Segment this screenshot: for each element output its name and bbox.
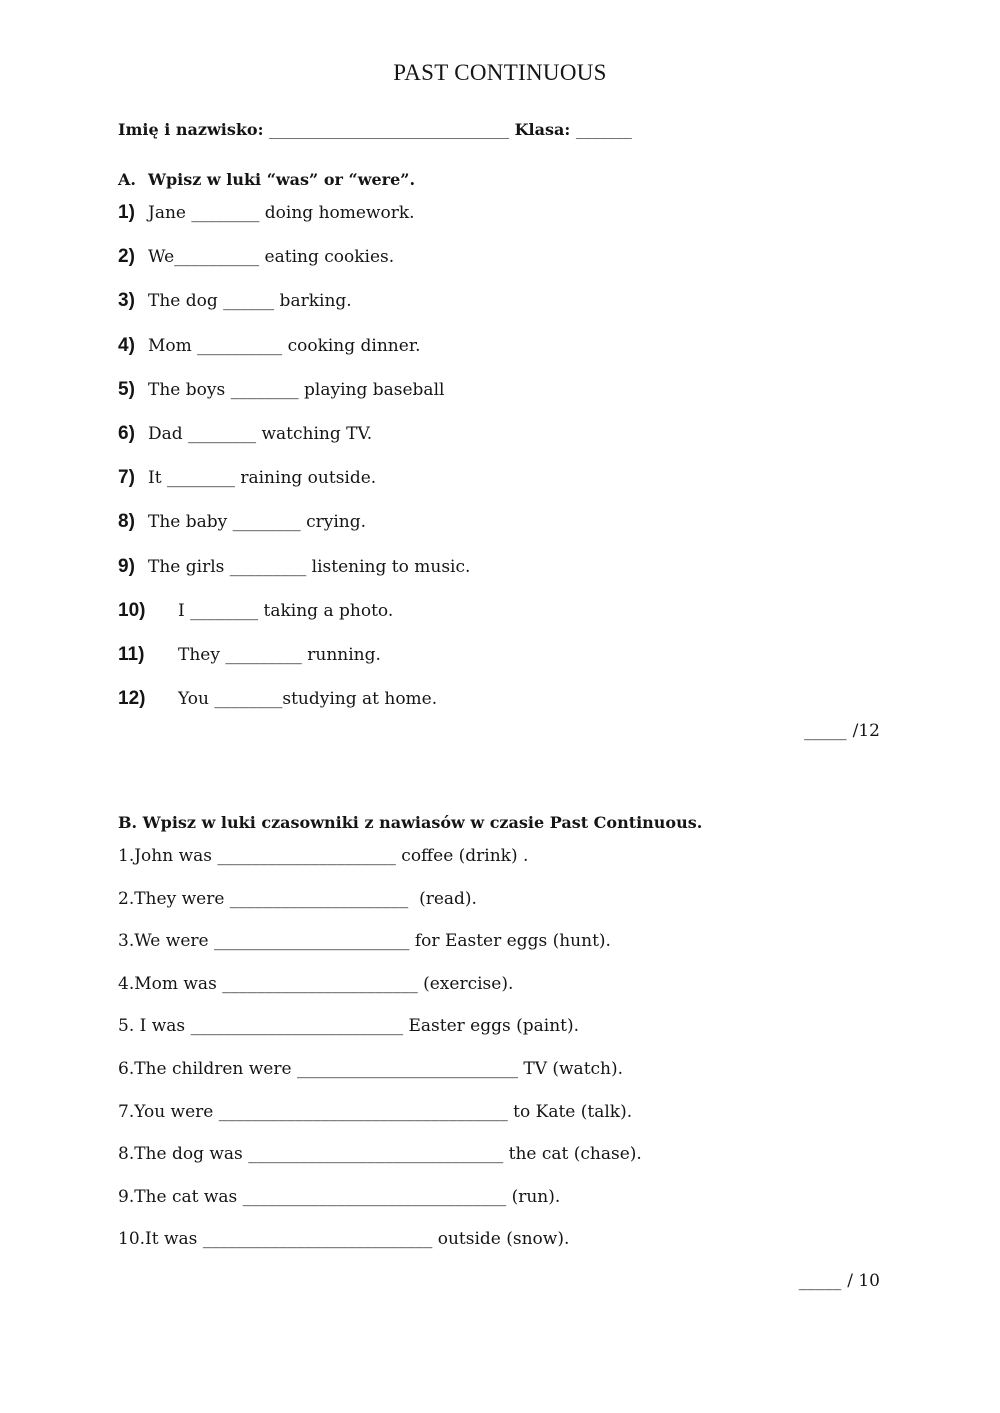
item-text-before: They [178,644,226,665]
item-number: 8) [118,511,135,533]
item-text-after: studying at home. [282,689,438,710]
exercise-a-item [118,333,470,377]
item-number: 9) [118,555,135,577]
worksheet-title: PAST CONTINUOUS [393,60,607,85]
item-number: 7) [118,467,135,489]
item-text-before: 3.We were [118,931,214,952]
item-text-after: listening to music. [306,556,471,577]
item-text-before: 4.Mom was [118,973,223,994]
exercise-b-item [118,1226,642,1269]
item-text-before: 8.The dog was [118,1144,249,1165]
section-b-score [799,1268,880,1294]
score-total: / 10 [847,1271,880,1291]
item-text-after: eating cookies. [259,247,395,268]
answer-blank[interactable]: ___________________________ [202,1229,433,1250]
item-text-after: Easter eggs (paint). [403,1016,580,1037]
class-label: Klasa: [509,120,576,139]
item-text-before: The dog [148,291,224,312]
section-a-heading [118,168,415,192]
section-a-letter: A. [118,170,136,189]
item-text-before: I [178,600,191,621]
exercise-a-item [118,421,470,465]
name-label: Imię i nazwisko: [118,120,270,139]
answer-blank[interactable]: __________ [174,247,260,268]
item-text-before: It [148,468,167,489]
answer-blank[interactable]: _______________________________ [242,1186,507,1207]
exercise-b-item [118,971,642,1014]
exercise-b-item [118,1184,642,1227]
item-text-before: The boys [148,379,231,400]
exercise-a-item [118,244,470,288]
item-text-before: The baby [148,512,233,533]
answer-blank[interactable]: ________ [232,512,301,533]
item-text-after: the cat (chase). [503,1144,642,1165]
answer-blank[interactable]: ________ [190,600,259,621]
item-text-before: 2.They were [118,888,230,909]
item-text-after: outside (snow). [432,1229,570,1250]
item-text-after: for Easter eggs (hunt). [409,931,611,952]
answer-blank[interactable]: _________ [225,644,302,665]
exercise-b-item [118,1099,642,1142]
item-text-before: You [178,689,215,710]
item-text-after: playing baseball [298,379,445,400]
item-text-before: The girls [148,556,230,577]
answer-blank[interactable]: _____________________ [217,846,396,866]
class-blank[interactable]: _______ [575,120,632,139]
section-b-list [118,843,642,1269]
item-text-after: doing homework. [259,203,415,223]
item-text-before: 10.It was [118,1229,203,1250]
exercise-b-item [118,1013,642,1056]
item-number: 11) [118,643,145,665]
answer-blank[interactable]: ________ [214,689,283,710]
exercise-a-item [118,598,470,642]
item-number: 3) [118,290,135,312]
exercise-a-item [118,686,470,730]
score-blank[interactable]: _____ [798,1271,842,1291]
name-blank[interactable]: ______________________________ [269,120,510,139]
item-text-after: raining outside. [234,468,377,489]
item-text-after: cooking dinner. [282,335,421,356]
item-text-before: Dad [148,423,189,444]
item-number: 5) [118,378,135,400]
item-number: 4) [118,334,135,356]
item-text-after: barking. [274,291,352,312]
answer-blank[interactable]: ______ [223,291,275,312]
exercise-a-item [118,288,470,332]
exercise-b-item [118,1056,642,1099]
item-number: 6) [118,422,135,444]
item-number: 10) [118,599,146,621]
section-a-score [804,718,880,744]
answer-blank[interactable]: _____________________ [229,888,409,909]
answer-blank[interactable]: __________________________ [296,1058,518,1079]
exercise-b-item [118,886,642,929]
item-text-before: 9.The cat was [118,1186,243,1207]
item-text-after: (read). [408,888,477,909]
section-a-list [118,200,470,730]
answer-blank[interactable]: _______________________ [222,973,418,994]
item-text-after: running. [301,644,381,665]
section-b-instruction: B. Wpisz w luki czasowniki z nawiasów w czasie Past Continuous. [118,813,703,832]
exercise-a-item [118,642,470,686]
item-number: 12) [118,688,146,710]
item-text-after: TV (watch). [517,1058,624,1079]
exercise-a-item [118,200,470,244]
exercise-b-item [118,1141,642,1184]
answer-blank[interactable]: _________ [229,556,307,577]
answer-blank[interactable]: ________ [230,379,299,400]
answer-blank[interactable]: __________________________________ [218,1101,508,1122]
answer-blank[interactable]: __________ [197,335,283,356]
answer-blank[interactable]: _______________________ [213,931,410,952]
item-text-after: (exercise). [417,973,514,994]
student-info-row [118,118,632,142]
item-text-after: watching TV. [256,423,373,444]
item-text-after: taking a photo. [258,600,394,621]
exercise-a-item [118,509,470,553]
score-total: /12 [852,721,880,741]
item-text-before: Jane [148,203,192,223]
section-a-instruction: Wpisz w luki “was” or “were”. [148,170,416,189]
exercise-a-item [118,554,470,598]
section-b-heading [118,811,702,835]
item-text-before: 5. I was [118,1016,191,1037]
item-text-after: coffee (drink) . [395,846,529,866]
item-text-before: We [148,247,175,268]
item-text-after: to Kate (talk). [507,1101,633,1122]
item-text-before: Mom [148,335,198,356]
item-number: 1) [118,202,135,223]
answer-blank[interactable]: _________________________ [190,1016,404,1037]
score-blank[interactable]: _____ [804,721,847,741]
item-text-after: crying. [300,512,366,533]
item-text-before: 7.You were [118,1101,219,1122]
answer-blank[interactable]: ________ [191,203,260,223]
exercise-b-item [118,843,642,886]
answer-blank[interactable]: ______________________________ [248,1144,504,1165]
exercise-a-item [118,465,470,509]
item-text-after: (run). [506,1186,561,1207]
exercise-b-item [118,928,642,971]
item-text-before: 1.John was [118,846,218,866]
item-number: 2) [118,246,135,268]
answer-blank[interactable]: ________ [166,468,235,489]
answer-blank[interactable]: ________ [188,423,257,444]
item-text-before: 6.The children were [118,1058,297,1079]
exercise-a-item [118,377,470,421]
